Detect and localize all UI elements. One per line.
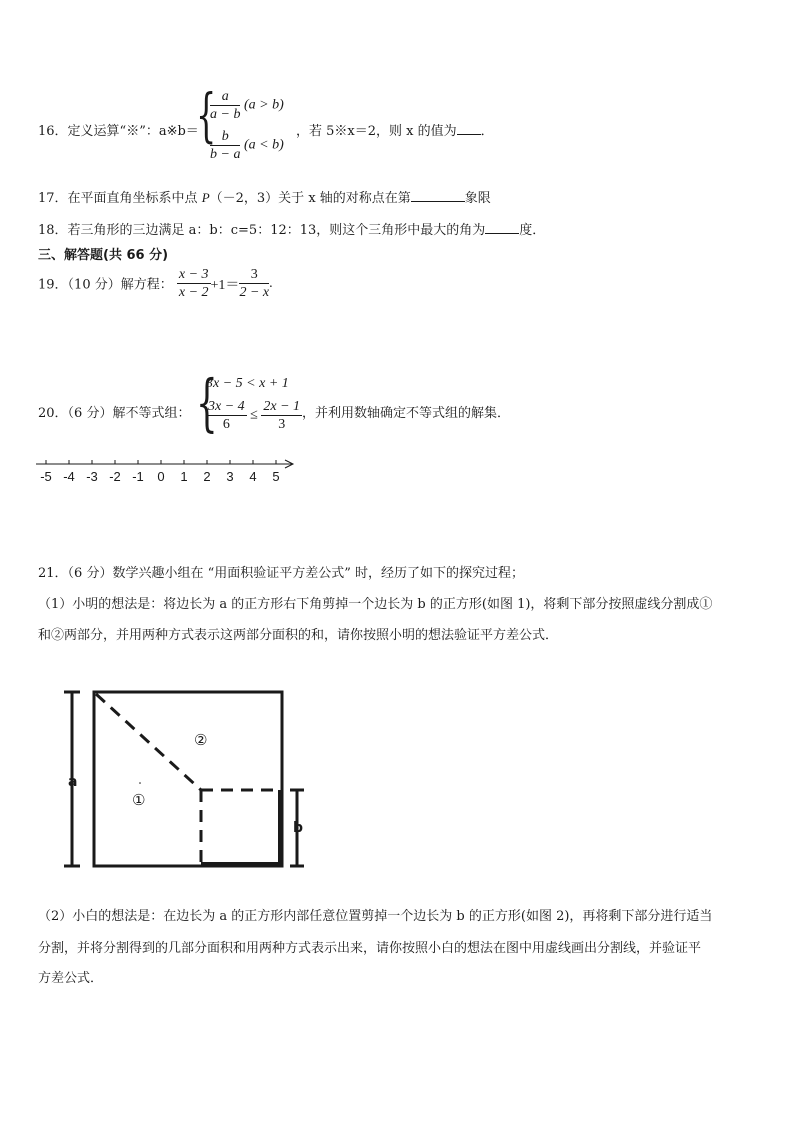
q18: 18．若三角形的三边满足 a：b：c=5：12：13，则这个三角形中最大的角为 度． bbox=[38, 223, 546, 238]
label-b: b bbox=[293, 820, 304, 836]
small-dot bbox=[139, 782, 141, 784]
number-line-label: -5 bbox=[40, 469, 52, 484]
q20-suffix: ，并利用数轴确定不等式组的解集． bbox=[302, 406, 511, 421]
q21-part2-line3: 方差公式． bbox=[38, 971, 104, 986]
dashed-diagonal bbox=[96, 694, 201, 790]
q18-answer-blank[interactable] bbox=[485, 221, 519, 234]
figure-1 bbox=[60, 680, 320, 880]
q16-answer-blank[interactable] bbox=[457, 122, 481, 135]
number-line-label: 1 bbox=[180, 469, 188, 484]
q17-answer-blank[interactable] bbox=[411, 189, 465, 202]
q19: 19．（10 分）解方程： $\frac{x - 3}{x - 2}$ +1＝ $\frac{3}{2 - x}$ . bbox=[38, 267, 273, 300]
label-a: a bbox=[68, 774, 78, 790]
number-line-label: 3 bbox=[226, 469, 234, 484]
q20-ineq2: $\frac{3x - 4}{6}$ ≤ $\frac{2x - 1}{3}$ bbox=[208, 399, 301, 432]
q21-part2-line2: 分割，并将分割得到的几部分面积和用两种方式表示出来，请你按照小白的想法在图中用虚线画出分割线，并验证平 bbox=[38, 941, 702, 956]
number-line-label: -4 bbox=[63, 469, 75, 484]
q21-part2-line1: （2）小白的想法是：在边长为 a 的正方形内部任意位置剪掉一个边长为 b 的正方形(如图 2)，再将剩下部分进行适当 bbox=[38, 909, 713, 924]
number-line-label: -3 bbox=[86, 469, 98, 484]
q16-brace: { bbox=[196, 81, 217, 149]
number-line bbox=[30, 454, 300, 488]
q21-part1-line1: （1）小明的想法是：将边长为 a 的正方形右下角剪掉一个边长为 b 的正方形(如图 1)，将剩下部分按照虚线分割成① bbox=[38, 597, 713, 612]
number-line-label: 2 bbox=[203, 469, 211, 484]
q16-prefix: 16．定义运算“※”：a※b＝ bbox=[38, 124, 199, 139]
q16-case1: $\frac{a}{a - b}$ (a > b) bbox=[210, 89, 284, 122]
q20-ineq1: 3x − 5 < x + 1 bbox=[206, 376, 289, 391]
q20-brace: { bbox=[196, 366, 218, 439]
q21-intro: 21．（6 分）数学兴趣小组在 “用面积验证平方差公式” 时，经历了如下的探究过程； bbox=[38, 566, 525, 581]
q17: 17．在平面直角坐标系中点 P（－2，3）关于 x 轴的对称点在第 象限 bbox=[38, 190, 491, 206]
number-line-label: 4 bbox=[249, 469, 257, 484]
q16-suffix: ，若 5※x＝2，则 x 的值为 ． bbox=[296, 124, 494, 139]
number-line-label: 5 bbox=[272, 469, 280, 484]
number-line-label: -2 bbox=[109, 469, 121, 484]
number-line-label: 0 bbox=[157, 469, 165, 484]
label-region-1: ① bbox=[132, 791, 146, 809]
q16-case2: $\frac{b}{b - a}$ (a < b) bbox=[210, 129, 284, 162]
section-title: 三、解答题(共 66 分) bbox=[38, 248, 169, 263]
number-line-label: -1 bbox=[132, 469, 144, 484]
label-region-2: ② bbox=[194, 731, 208, 749]
q21-part1-line2: 和②两部分，并用两种方式表示这两部分面积的和，请你按照小明的想法验证平方差公式． bbox=[38, 628, 559, 643]
q20-prefix: 20．（6 分）解不等式组： bbox=[38, 406, 191, 421]
